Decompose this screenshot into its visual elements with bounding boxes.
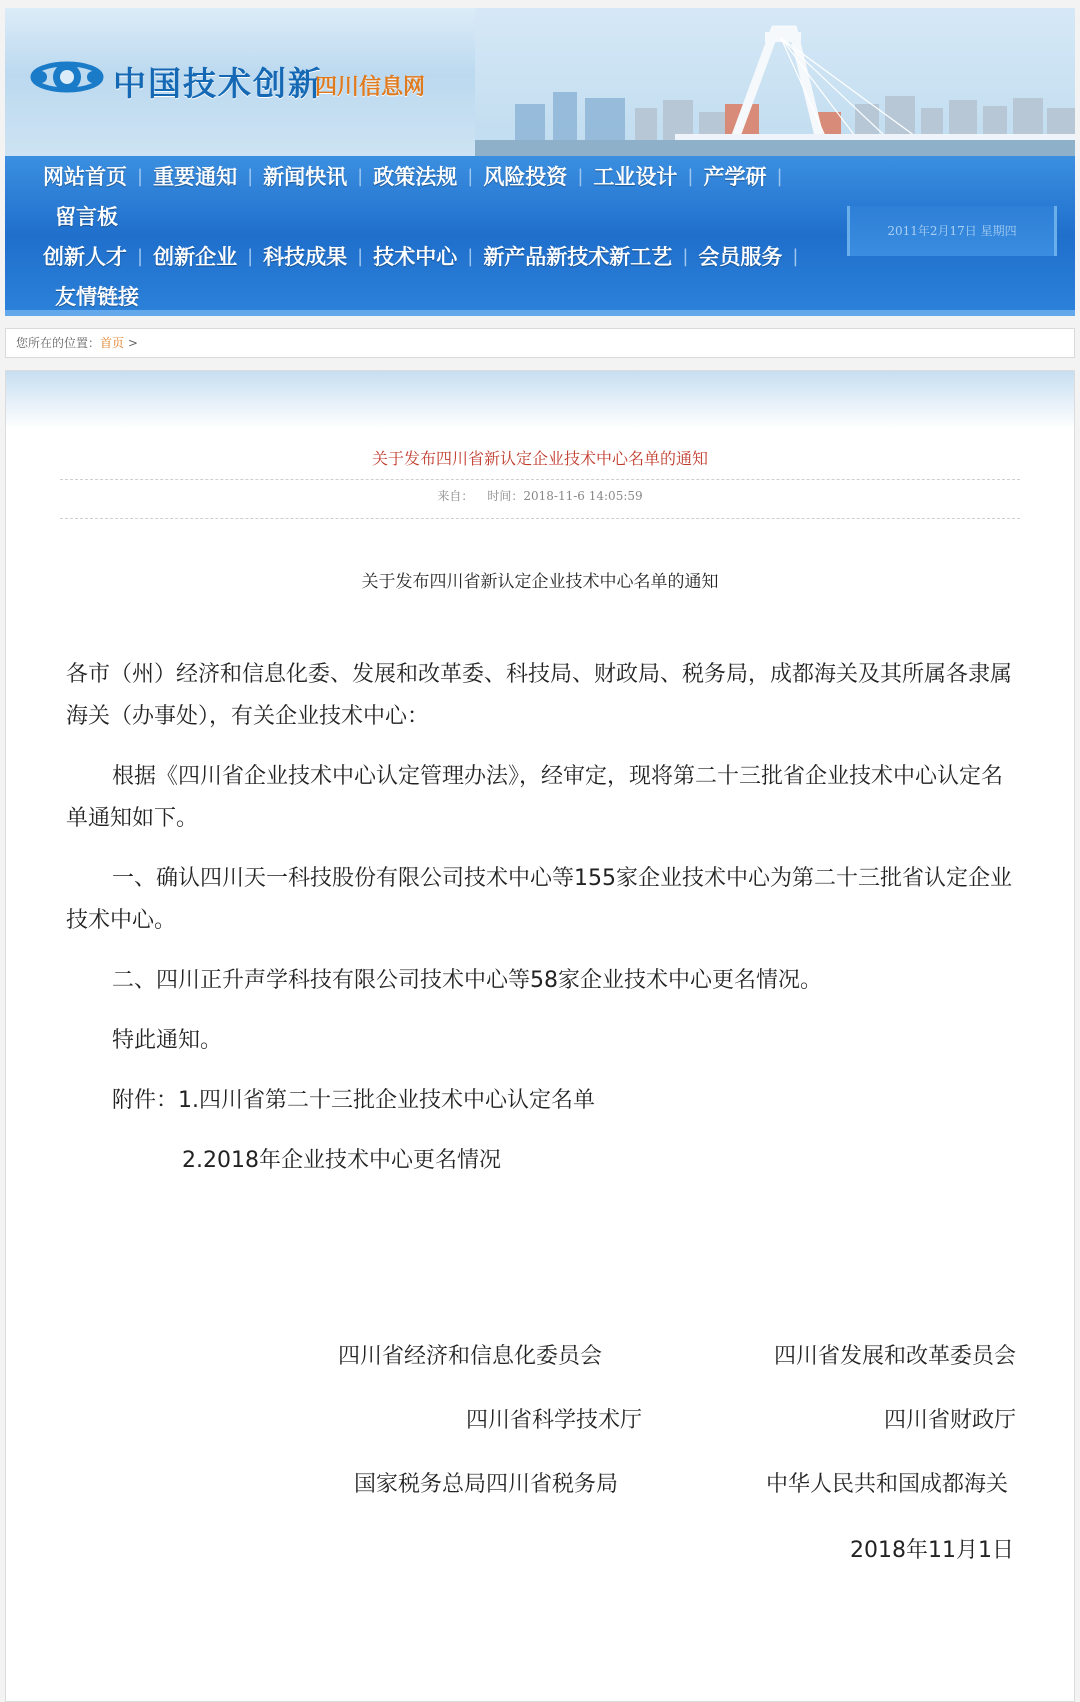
panel-header-gradient: [6, 371, 1074, 429]
nav-item[interactable]: 科技成果: [263, 245, 348, 269]
closing-paragraph: 特此通知。: [112, 1028, 223, 1053]
nav-separator: |: [682, 245, 689, 267]
nav-separator: |: [137, 245, 144, 267]
article-body: [66, 654, 1014, 1182]
body-paragraph: 二、四川正升声学科技有限公司技术中心等58家企业技术中心更名情况。: [112, 968, 822, 993]
nav-item[interactable]: 会员服务: [698, 245, 783, 269]
nav-item[interactable]: 友情链接: [55, 285, 139, 309]
article-meta: [6, 480, 1074, 512]
signature-left: 四川省科学技术厅: [466, 1408, 643, 1433]
nav-item[interactable]: 产学研: [703, 165, 767, 189]
nav-separator: |: [357, 245, 364, 267]
signature-left: 四川省经济和信息化委员会: [338, 1344, 603, 1369]
site-subtitle: 四川信息网: [315, 75, 426, 100]
nav-item[interactable]: 政策法规: [373, 165, 458, 189]
current-date: 2011年2月17日 星期四: [847, 206, 1057, 256]
nav-item[interactable]: 创新企业: [153, 245, 238, 269]
nav-separator: |: [357, 165, 364, 187]
document-date: 2018年11月1日: [850, 1538, 1014, 1563]
nav-separator: |: [687, 165, 694, 187]
nav-item[interactable]: 技术中心: [373, 245, 458, 269]
nav-row-2: [45, 196, 128, 236]
nav-separator: |: [247, 165, 254, 187]
breadcrumb-prefix: 您所在的位置：: [16, 336, 101, 350]
addressee-paragraph: 各市（州）经济和信息化委、发展和改革委、科技局、财政局、税务局，成都海关及其所属各隶属海关（办事处），有关企业技术中心：: [66, 662, 1013, 729]
source-label: 来自：: [437, 489, 474, 503]
article-panel: [5, 370, 1075, 1702]
signature-right: 四川省财政厅: [883, 1408, 1016, 1433]
nav-item[interactable]: 重要通知: [153, 165, 238, 189]
site-name: 中国技术创新: [113, 64, 323, 103]
nav-separator: |: [137, 165, 144, 187]
site-logo-icon: [29, 52, 105, 102]
nav-item[interactable]: 风险投资: [483, 165, 568, 189]
time-label: 时间：: [487, 489, 524, 503]
nav-item[interactable]: 创新人才: [43, 245, 127, 269]
divider: [60, 518, 1020, 519]
document-title: 关于发布四川省新认定企业技术中心名单的通知: [361, 572, 719, 592]
signature-right: 中华人民共和国成都海关: [765, 1472, 1008, 1497]
nav-item[interactable]: 新闻快讯: [263, 165, 348, 189]
article-title: 关于发布四川省新认定企业技术中心名单的通知: [371, 449, 708, 468]
attachment-link-1[interactable]: 附件：1.四川省第二十三批企业技术中心认定名单: [112, 1088, 595, 1113]
nav-separator: |: [776, 165, 783, 187]
nav-row-1: [33, 156, 783, 196]
nav-item[interactable]: 网站首页: [43, 165, 127, 189]
breadcrumb-arrow: >: [127, 336, 138, 350]
city-skyline-image: [475, 8, 1075, 156]
nav-separator: |: [792, 245, 799, 267]
nav-separator: |: [247, 245, 254, 267]
breadcrumb-home-link[interactable]: 首页: [100, 336, 125, 350]
body-paragraph: 根据《四川省企业技术中心认定管理办法》，经审定，现将第二十三批省企业技术中心认定名单通知如下。: [66, 764, 1004, 831]
site-banner: [5, 8, 1075, 156]
nav-bottom-bar: [5, 310, 1075, 316]
main-nav: [5, 156, 1075, 316]
nav-separator: |: [577, 165, 584, 187]
nav-separator: |: [467, 165, 474, 187]
signature-left: 国家税务总局四川省税务局: [354, 1472, 619, 1497]
nav-row-3: [33, 236, 798, 276]
nav-item[interactable]: 工业设计: [593, 165, 678, 189]
publish-time: 2018-11-6 14:05:59: [523, 489, 643, 503]
nav-separator: |: [467, 245, 474, 267]
breadcrumb: [5, 328, 1075, 358]
attachment-link-2[interactable]: 2.2018年企业技术中心更名情况: [182, 1148, 501, 1173]
nav-item[interactable]: 留言板: [55, 205, 118, 229]
signature-right: 四川省发展和改革委员会: [773, 1344, 1016, 1369]
body-paragraph: 一、确认四川天一科技股份有限公司技术中心等155家企业技术中心为第二十三批省认定企业技术中心。: [66, 866, 1012, 933]
nav-item[interactable]: 新产品新技术新工艺: [483, 245, 673, 269]
